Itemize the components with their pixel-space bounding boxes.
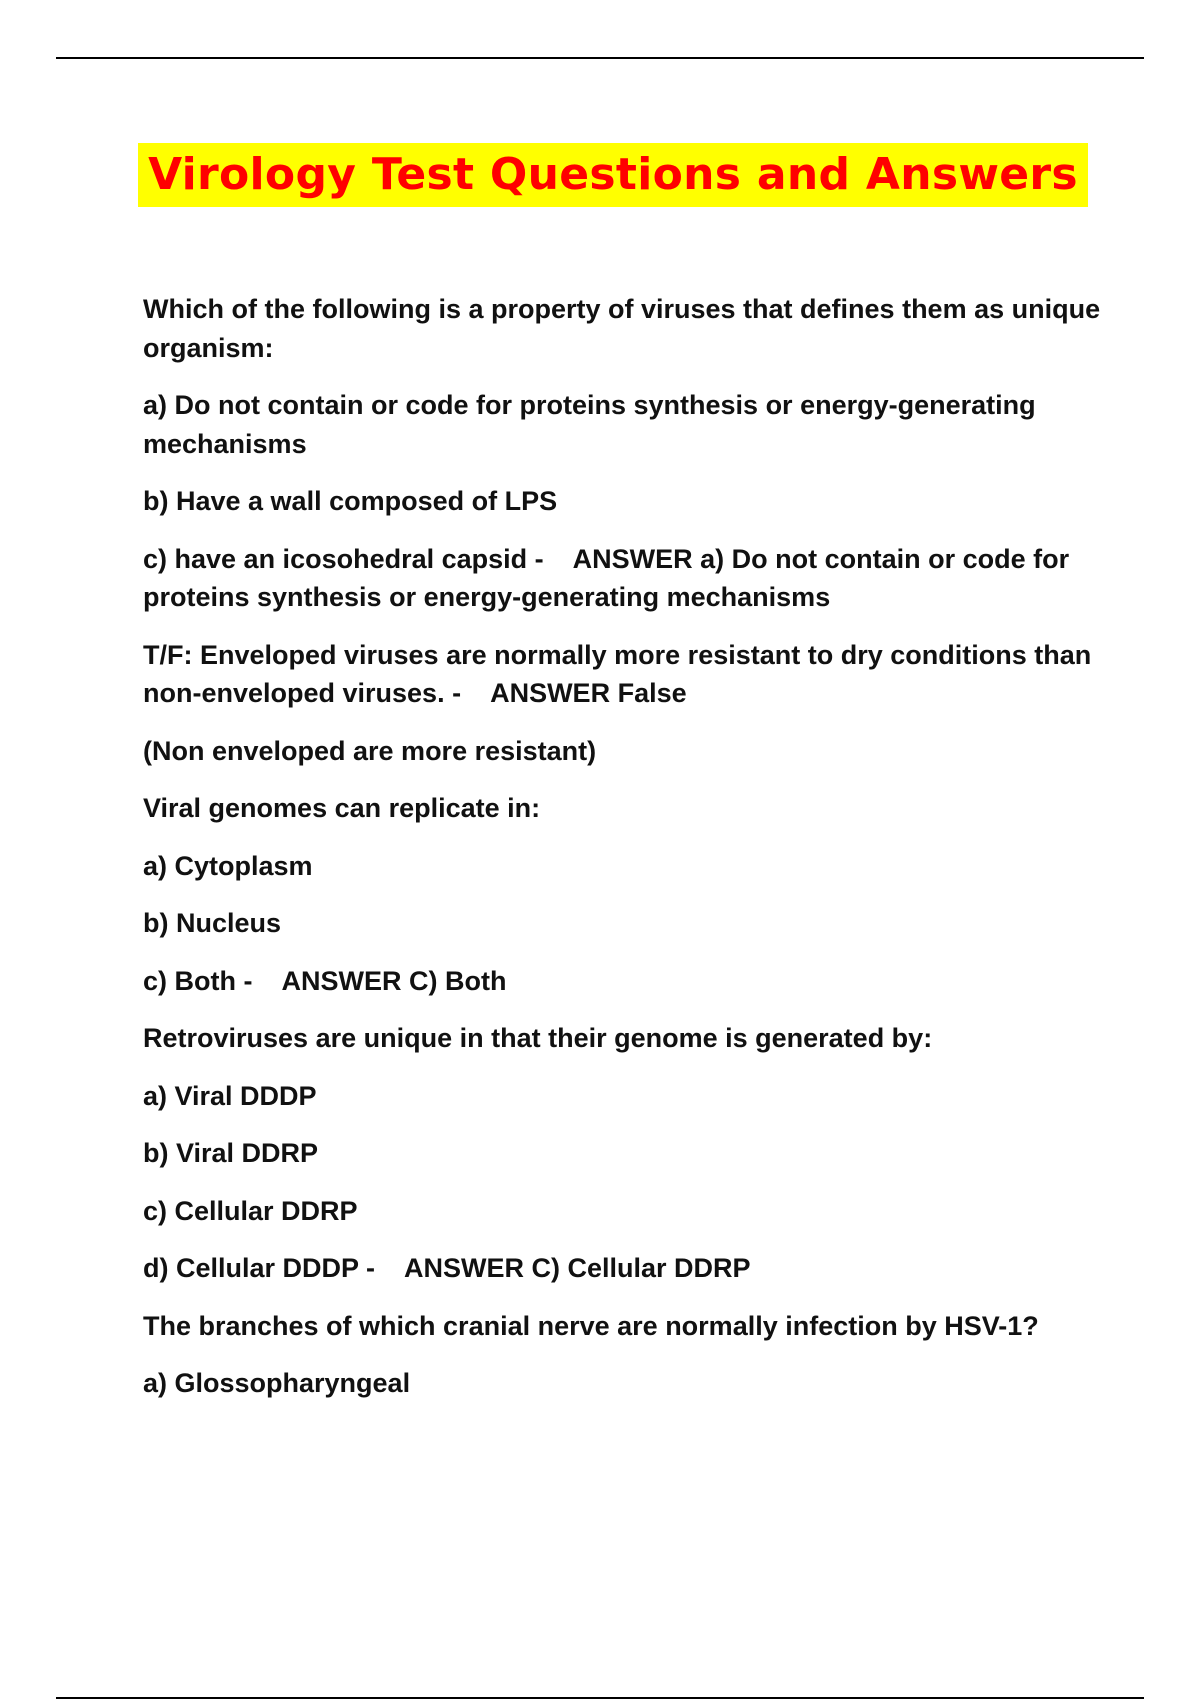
title-container <box>0 143 1200 207</box>
question-list <box>143 290 1108 1422</box>
note-paragraph: (Non enveloped are more resistant) <box>143 735 597 766</box>
question-paragraph: Retroviruses are unique in that their genome is generated by: <box>143 1023 933 1053</box>
question-paragraph: Viral genomes can replicate in: <box>143 793 541 823</box>
option-paragraph: c) Cellular DDRP <box>143 1195 358 1226</box>
question-paragraph: Which of the following is a property of viruses that defines them as unique organism: <box>143 294 1108 363</box>
answer-paragraph: T/F: Enveloped viruses are normally more resistant to dry conditions than non-enveloped viruses. - ANSWER False <box>143 639 1099 708</box>
option-paragraph: a) Glossopharyngeal <box>143 1368 411 1398</box>
question-paragraph: The branches of which cranial nerve are normally infection by HSV-1? <box>143 1310 1039 1341</box>
answer-paragraph: d) Cellular DDDP - ANSWER C) Cellular DDRP <box>143 1253 751 1283</box>
option-paragraph: b) Viral DDRP <box>143 1138 319 1168</box>
answer-paragraph: c) have an icosohedral capsid - ANSWER a) Do not contain or code for proteins synthesis or energy-generating mechanisms <box>143 543 1077 612</box>
option-paragraph: b) Have a wall composed of LPS <box>143 486 558 516</box>
footer-rule <box>56 1697 1144 1699</box>
answer-paragraph: c) Both - ANSWER C) Both <box>143 965 507 996</box>
option-paragraph: b) Nucleus <box>143 908 282 938</box>
option-paragraph: a) Do not contain or code for proteins synthesis or energy-generating mechanisms <box>143 390 1044 459</box>
page-title: Virology Test Questions and Answers <box>138 143 1088 207</box>
option-paragraph: a) Cytoplasm <box>143 850 313 881</box>
header-rule <box>56 57 1144 59</box>
option-paragraph: a) Viral DDDP <box>143 1080 317 1111</box>
